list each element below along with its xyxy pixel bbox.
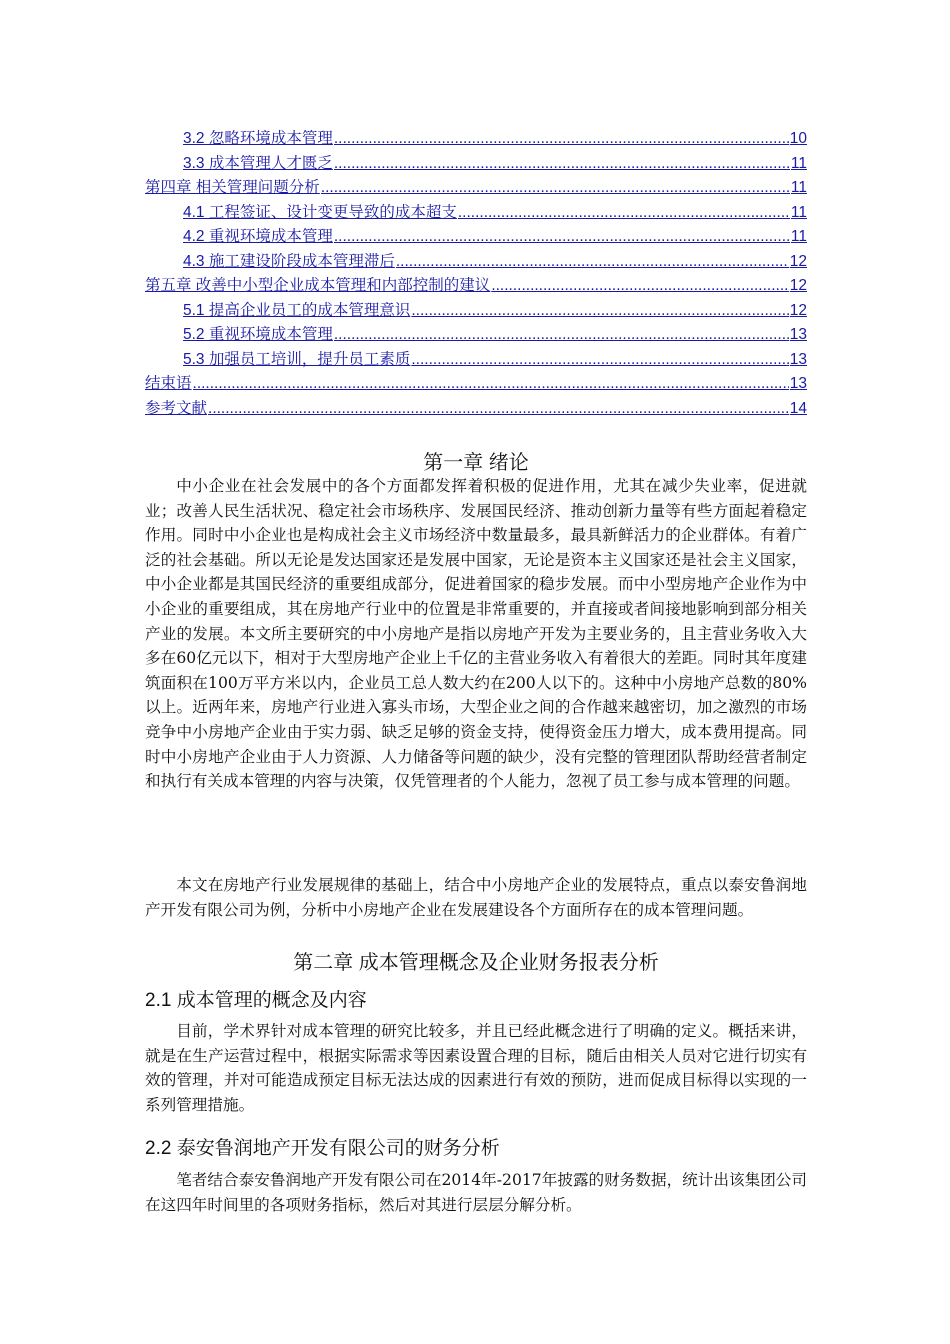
toc-entry-page: 12 <box>789 301 807 319</box>
toc-entry-page: 11 <box>790 203 807 221</box>
toc-entry[interactable] <box>145 151 807 176</box>
toc-entry-page: 13 <box>789 326 807 343</box>
toc-entry-title: 第五章 改善中小型企业成本管理和内部控制的建议 <box>145 277 491 294</box>
toc-leader <box>458 204 790 222</box>
toc-entry-page: 13 <box>789 375 807 392</box>
toc-entry-title: 结束语 <box>145 375 192 392</box>
toc-entry-page: 11 <box>790 179 807 196</box>
toc-leader <box>334 326 789 344</box>
toc-entry-page: 12 <box>789 252 807 270</box>
toc-entry-page: 12 <box>789 277 807 294</box>
toc-entry-page: 11 <box>790 228 807 245</box>
chapter-1-paragraph-2: 本文在房地产行业发展规律的基础上，结合中小房地产企业的发展特点，重点以泰安鲁润地产开发有限公司为例，分析中小房地产企业在发展建设各个方面所存在的成本管理问题。 <box>145 876 807 919</box>
toc-entry[interactable] <box>145 273 807 298</box>
toc-entry-title: 4.2 重视环境成本管理 <box>183 228 333 245</box>
toc-entry-title: 3.2 忽略环境成本管理 <box>183 130 333 147</box>
toc-entry-page: 13 <box>789 350 807 368</box>
chapter-1-paragraph-1: 中小企业在社会发展中的各个方面都发挥着积极的促进作用，尤其在减少失业率，促进就业；改善人民生活状况、稳定社会市场秩序、发展国民经济、推动创新力量等有些方面起着稳定作用。同时中小企业也是构成社会主义市场经济中数量最多，最具新鲜活力的企业群体。有着广泛的社会基础。所以无论是发达国家还是发展中国家，无论是资本主义国家还是社会主义国家，中小企业都是其国民经济的重要组成部分，促进着国家的稳步发展。而中小型房地产企业作为中小企业的重要组成，其在房地产行业中的位置是非常重要的，并直接或者间接地影响到部分相关产业的发展。本文所主要研究的中小房地产是指以房地产开发为主要业务的，且主营业务收入大多在60亿元以下，相对于大型房地产企业上千亿的主营业务收入有着很大的差距。同时其年度建筑面积在100万平方米以内，企业员工总人数大约在200人以下的。这种中小房地产总数的80%以上。近两年来，房地产行业进入寡头市场，大型企业之间的合作越来越密切，加之激烈的市场竞争中小房地产企业由于实力弱、缺乏足够的资金支持，使得资金压力增大，成本费用提高。同时中小房地产企业由于人力资源、人力储备等问题的缺少，没有完整的管理团队帮助经营者制定和执行有关成本管理的内容与决策，仅凭管理者的个人能力，忽视了员工参与成本管理的问题。 <box>145 477 807 791</box>
chapter-2-title: 第二章 成本管理概念及企业财务报表分析 <box>293 952 659 974</box>
toc-entry-title: 5.3 加强员工培训，提升员工素质 <box>183 350 411 368</box>
toc-entry-page: 10 <box>789 130 807 147</box>
toc-entry-title: 第四章 相关管理问题分析 <box>145 179 320 196</box>
toc-entry-page: 11 <box>790 154 807 172</box>
toc-leader <box>334 228 790 246</box>
toc-entry[interactable] <box>145 175 807 200</box>
toc-entry[interactable] <box>145 126 807 151</box>
toc-entry[interactable] <box>145 298 807 323</box>
toc-entry-title: 4.1 工程签证、设计变更导致的成本超支 <box>183 203 457 221</box>
chapter-1-title: 第一章 绪论 <box>423 452 529 474</box>
toc-entry-title: 参考文献 <box>145 399 208 417</box>
toc-entry[interactable] <box>145 200 807 225</box>
section-2-1-paragraph: 目前，学术界针对成本管理的研究比较多，并且已经此概念进行了明确的定义。概括来讲，就是在生产运营过程中，根据实际需求等因素设置合理的目标，随后由相关人员对它进行切实有效的管理，并对可能造成预定目标无法达成的因素进行有效的预防，进而促成目标得以实现的一系列管理措施。 <box>145 1022 807 1114</box>
toc-leader <box>334 130 789 148</box>
toc-entry-title: 4.3 施工建设阶段成本管理滞后 <box>183 252 395 270</box>
toc-entry[interactable] <box>145 249 807 274</box>
toc-entry-title: 5.1 提高企业员工的成本管理意识 <box>183 301 411 319</box>
toc-leader <box>396 253 789 271</box>
section-2-1-title: 2.1 成本管理的概念及内容 <box>145 990 367 1011</box>
toc-entry-title: 5.2 重视环境成本管理 <box>183 326 333 343</box>
toc-entry[interactable] <box>145 224 807 249</box>
section-2-2-title: 2.2 泰安鲁润地产开发有限公司的财务分析 <box>145 1138 500 1159</box>
table-of-contents <box>145 126 807 420</box>
toc-leader <box>491 277 788 295</box>
toc-entry[interactable] <box>145 322 807 347</box>
toc-entry[interactable] <box>145 396 807 421</box>
toc-entry[interactable] <box>145 347 807 372</box>
toc-leader <box>334 155 790 173</box>
toc-leader <box>193 375 789 393</box>
toc-leader <box>411 302 788 320</box>
toc-leader <box>321 179 790 197</box>
toc-entry-page: 14 <box>789 399 807 417</box>
toc-leader <box>208 400 789 418</box>
toc-entry-title: 3.3 成本管理人才匮乏 <box>183 154 333 172</box>
section-2-2-paragraph: 笔者结合泰安鲁润地产开发有限公司在2014年-2017年披露的财务数据，统计出该集团公司在这四年时间里的各项财务指标，然后对其进行层层分解分析。 <box>145 1171 807 1214</box>
toc-leader <box>411 351 788 369</box>
toc-entry[interactable] <box>145 371 807 396</box>
